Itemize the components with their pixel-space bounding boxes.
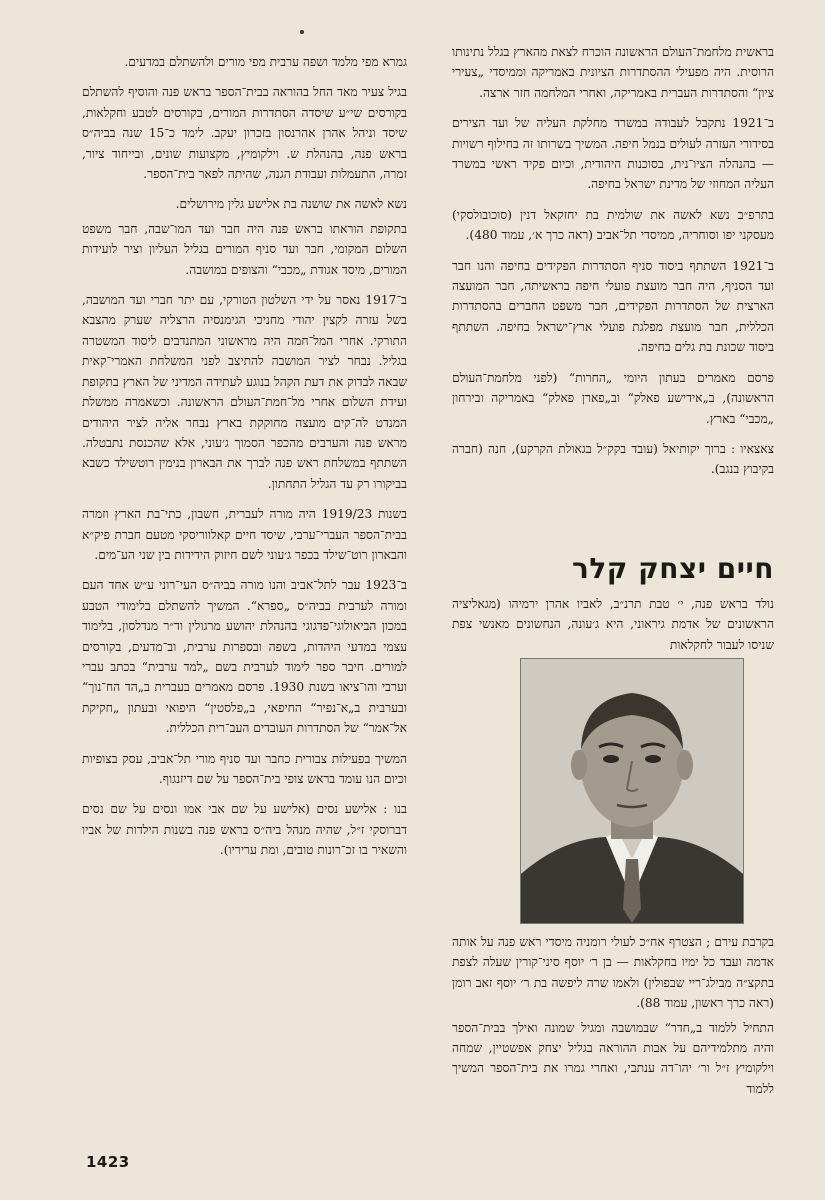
page-number: 1423 bbox=[86, 1153, 130, 1171]
portrait-photo bbox=[520, 658, 744, 924]
paragraph: בראשית מלחמת־העולם הראשונה הוכרח לצאת מהארץ בגלל נתינותו הרוסית. היה מפעילי ההסתדרות הציונית באמריקה וממיסדי „צעירי ציון“ והסתדרות העברית באמריקה, ואחרי המלחמה חזר ארצה. bbox=[452, 45, 774, 100]
paragraph: בתרפ״ב נשא לאשה את שולמית בת יחזקאל דנין (סוכובולסקי) מעסקני יפו וסוחריה, ממיסדי תל־אביב (ראה כרך א׳, עמוד 480). bbox=[452, 207, 774, 243]
biography-intro bbox=[452, 594, 774, 665]
paragraph: נשא לאשה את שושנה בת אלישע גלין מירושלים. bbox=[175, 197, 407, 212]
paragraph: ב־1921 השתתף ביסוד סניף הסתדרות הפקידים בחיפה והנו חבר ועד הסניף, היה חבר מועצת פועלי חיפה בראשיתה, חבר המועצה הארצית של הסתדרות הפקידים, חבר משפט החברים בהסתדרות הכללית, חבר מועצת מפלגת פועלי ארץ־ישראל בחיפה. השתתף ביסוד שכונת בת גלים בחיפה. bbox=[452, 258, 774, 355]
paragraph: בשנות 1919/23 היה מורה לעברית, חשבון, כתי־בת הארץ וזמרה בבית־הספר העברי־ערבי, שיסד חיים קאלווריסקי מטעם חברת פיק״א והבארון רוט־שילד בכפר ג׳עוני לשם חיזוק הידידות בין שני הע־מים. bbox=[82, 507, 407, 562]
paragraph: בנו : אלישע נסים (אלישע על שם אבי אמו ונסים על שם נסים דברוסקי ז״ל, שהיה מנהל ביה״ס בראש פנה בשנות הילדות של אביו והשאיר בו זכ־רונות טובים, ומת עריריו). bbox=[82, 802, 407, 858]
paragraph: גמרא מפי מלמד ושפה ערבית מפי מורים ולהשתלם במדעים. bbox=[124, 55, 407, 69]
paragraph: המשיך בפעילות צבורית כחבר ועד סניף מורי תל־אביב, עסק בצופיות וכיום הנו עומד בראש צופי בית־הספר על שם דיזנגוף. bbox=[82, 751, 407, 786]
paragraph: בקרבת עירם ; הצטרף אח״כ לעולי רומניה מיסדי ראש פנה על אותה אדמה ועבד כל ימיו בחקלאות — בן ר׳ יוסף סיני־קורין שעלה לצפת בתקצ״ה מבילג־ריי שבפולין) ולאמו שרה ליפשה בת ר׳ יוסף זאב רומן (ראה כרך ראשון, עמוד 88). bbox=[452, 935, 774, 1011]
paragraph: צאצאיו : ברוך יקותיאל (עובד בקק״ל בגאולת הקרקע), חנה (חברה בקיבוץ בנגב). bbox=[452, 441, 774, 477]
portrait-image bbox=[521, 659, 743, 923]
left-column bbox=[82, 52, 407, 871]
paragraph: בתקופת הוראתו בראש פנה היה חבר ועד המו־שבה, חבר משפט השלום המקומי, חבר ועד סניף המורים בגליל העליון וציר לועידות המורים, מיסד אגודת „מכבי“ והצופים במושבה. bbox=[82, 221, 407, 277]
paragraph: נולד בראש פנה, י׳ טבת תרנ״ב, לאביו אהרן ירמיהו (מגאליציה הראשונים של אדמת גיראוני, היא ג׳עונה, הנחשונים מאנשי צפת שניסו לעבור לחקלאות bbox=[452, 597, 774, 652]
paragraph: ב־1923 עבר לתל־אביב והנו מורה בביה״ס העי־רוני ע״ש אחד העם ומורה לערבית בביה״ס „ספרא“. המשיך להשתלם בלימודי הטבע במכון הביאולוגי־פדגוגי בהנהלת יהושע מרגולין וד״ר מנדלסון, בלימוד עצמי במדעי היהדות, בשפה ובספרות ערבית, וב־מדעים, בקורסים למורים. חיבר ספר לימוד לערבית בשם „למד ערבית“ בכתב עברי וערבי והו־ציאו בשנת 1930. פרסם מאמרים בעברית ב„הד הח־נוך“ ובערבית ב„א־נפיר“ החיפאי, ב„פלסטין“ היפואי ובעתון „חקיקת אל־אמר“ של הסתדרות העובדים העב־רית הכללית. bbox=[82, 578, 407, 736]
paragraph: ב־1917 נאסר על ידי השלטון הטורקי, עם יתר חברי ועד המושבה, בשל עזרה לקצין יהודי מחניכי הגימנסיה הרצליה שערק מהצבא התורקי. אחרי המל־חמה היה מראשוני המתנדבים ליסוד המשטרה בגליל. נבחר לציר המושבה להתיצב לפני המשלחת האמרי־קאית שבאה לבדוק את דעת הקהל בנוגע לעתידה המדיני של הארץ בתקופת ועידת השלום אחרי מל־חמת־העולם הראשונה. וכשאמרה ממשלת המנדט לה־קים מועצה מחוקקת בארץ נבחר אליה לציר היהודים מראש פנה והערבים מהכפר הסמוך ג׳עוני, אלא שהכנסת נתבטלה. השתתף במשלחת ראש פנה לברך את הבארון בנימין רוטשילד כשבא בביקורו רק עד הגליל התחתון. bbox=[82, 293, 407, 491]
biography-heading: חיים יצחק קלר bbox=[571, 552, 774, 585]
paragraph: פרסם מאמרים בעתון היומי „החרות“ (לפני מלחמת־העולם הראשונה), ב„אידישע פאלק“ וב„פארן פאלק“ באמריקה ובירחון „מכבי“ בארץ. bbox=[452, 370, 774, 426]
biography-continued bbox=[452, 932, 774, 1103]
paragraph: התחיל ללמוד ב„חדר“ שבמושבה ומגיל שמונה ואילך בבית־הספר והיה מתלמידיהם על אבות ההוראה בגליל יצחק אפשטיין, שמחה וילקומיץ ז״ל ור׳ יהו־דה ענתבי, ואחרי גמרו את בית־הספר המשיך ללמוד bbox=[452, 1020, 774, 1096]
paragraph: ב־1921 נתקבל לעבודה במשרד מחלקת העליה של ועד הצירים בסידורי העזרה לעולים בנמל חיפה. המשיך בשרותו זה בחילוף רשויות — בהנהלה הציו־נית, בסוכנות היהודית, וכיום פקיד ראשי במשרד העליה המחוזי של מדינת ישראל בחיפה. bbox=[452, 116, 774, 192]
paragraph: בגיל צעיר מאד החל בהוראה בבית־הספר בראש פנה והוסיף להשתלם בקורסים שי״ע שיסדה הסתדרות המורים, בקורסים לטבע וחקלאות, שיסד וניהל אהרן אהרנסון בזכרון יעקב. לימד כ־15 שנה בביה״ס בראש פנה, בהנהלת ש. וילקומיץ, מקצועות שונים, ובייחוד ציור, זמרה, התעמלות ועבודת הגנה, שהיתה לפאר בית־הספר. bbox=[82, 85, 408, 182]
print-mark bbox=[300, 30, 304, 34]
right-column bbox=[452, 42, 774, 490]
